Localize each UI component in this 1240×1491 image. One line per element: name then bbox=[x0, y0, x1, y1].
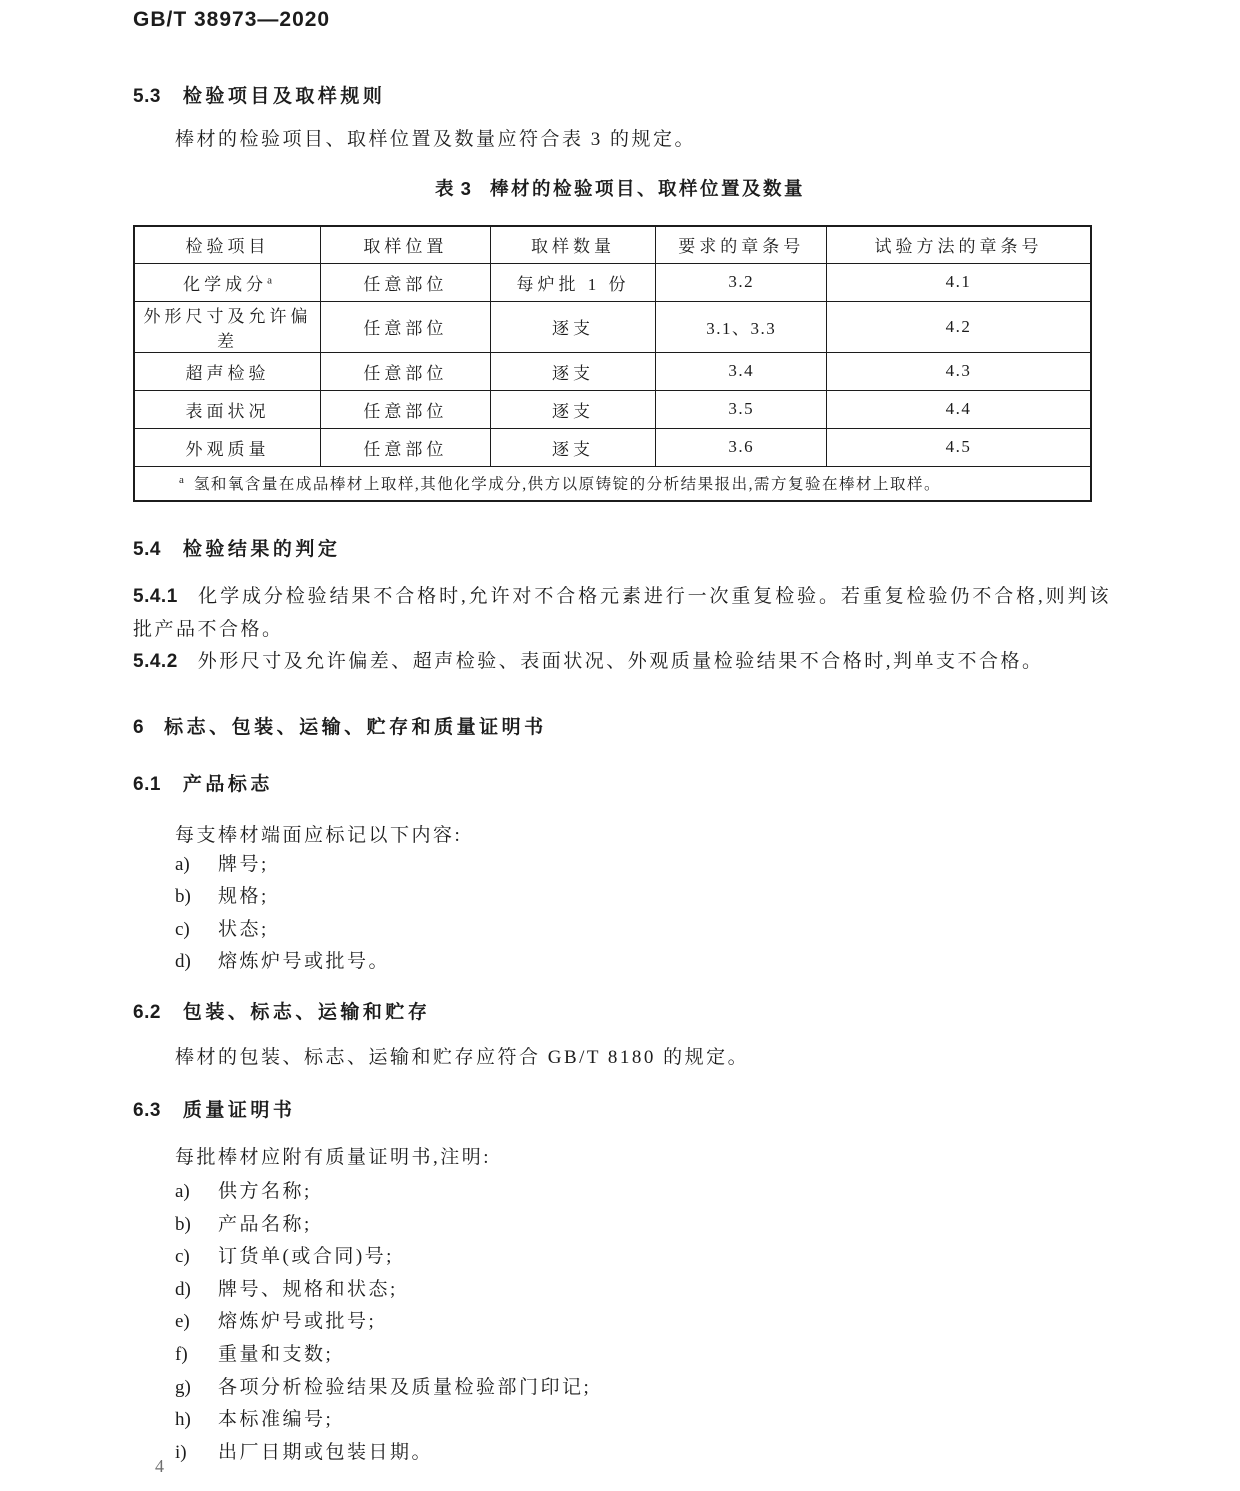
list-item: f) 重量和支数; bbox=[175, 1343, 334, 1365]
table-cell: 每炉批 1 份 bbox=[490, 263, 656, 301]
paragraph-6-1-intro: 每支棒材端面应标记以下内容: bbox=[175, 825, 463, 846]
doc-code-header: GB/T 38973—2020 bbox=[133, 8, 331, 31]
list-item: c) 状态; bbox=[175, 918, 269, 940]
table-cell: 任意部位 bbox=[321, 390, 491, 428]
heading-5-4-number: 5.4 bbox=[133, 539, 161, 560]
list-item: b) 规格; bbox=[175, 886, 269, 908]
table-row bbox=[134, 352, 1091, 390]
table-header-cell: 检验项目 bbox=[134, 226, 321, 263]
list-item: h) 本标准编号; bbox=[175, 1409, 334, 1431]
table-header-cell: 要求的章条号 bbox=[656, 226, 827, 263]
table-cell: 外形尺寸及允许偏差 bbox=[134, 301, 321, 352]
list-item: e) 熔炼炉号或批号; bbox=[175, 1311, 377, 1333]
table-3-caption bbox=[0, 175, 1240, 201]
footnote-marker-sup: a bbox=[267, 273, 272, 286]
footnote-marker: a bbox=[179, 474, 184, 487]
list-6-3 bbox=[175, 1176, 591, 1469]
table-cell: 4.5 bbox=[827, 428, 1091, 466]
list-item: b) 产品名称; bbox=[175, 1213, 312, 1235]
table-header-cell: 取样数量 bbox=[490, 226, 656, 263]
heading-5-3-title: 检验项目及取样规则 bbox=[182, 86, 386, 107]
table-cell: 任意部位 bbox=[321, 352, 491, 390]
page-number: 4 bbox=[155, 1456, 164, 1476]
table-row bbox=[134, 301, 1091, 352]
list-item: a) 牌号; bbox=[175, 854, 269, 875]
heading-6-number: 6 bbox=[133, 717, 145, 738]
heading-5-4-title: 检验结果的判定 bbox=[182, 539, 341, 560]
heading-6-3-title: 质量证明书 bbox=[182, 1100, 296, 1121]
paragraph-6-3-intro: 每批棒材应附有质量证明书,注明: bbox=[175, 1147, 492, 1168]
table-cell: 逐支 bbox=[490, 428, 656, 466]
footnote-text: 氢和氧含量在成品棒材上取样,其他化学成分,供方以原铸锭的分析结果报出,需方复验在棒材上取样。 bbox=[193, 476, 942, 494]
table-cell: 3.4 bbox=[656, 352, 827, 390]
table-header-row bbox=[134, 226, 1091, 263]
clause-5-4-1-text: 化学成分检验结果不合格时,允许对不合格元素进行一次重复检验。若重复检验仍不合格,则判该批产品不合格。 bbox=[133, 586, 1111, 640]
heading-5-4 bbox=[133, 534, 340, 561]
table-cell: 逐支 bbox=[490, 301, 656, 352]
list-item: i) 出厂日期或包装日期。 bbox=[175, 1441, 434, 1463]
table-cell: 3.6 bbox=[656, 428, 827, 466]
heading-6-2 bbox=[133, 997, 430, 1024]
table-footnote-row bbox=[134, 466, 1091, 501]
list-item: g) 各项分析检验结果及质量检验部门印记; bbox=[175, 1376, 592, 1398]
table-3-caption-title: 棒材的检验项目、取样位置及数量 bbox=[489, 178, 805, 199]
heading-6-2-title: 包装、标志、运输和贮存 bbox=[182, 1002, 431, 1023]
table-row bbox=[134, 390, 1091, 428]
table-cell: 3.1、3.3 bbox=[656, 301, 827, 352]
table-cell: 4.2 bbox=[827, 301, 1091, 352]
paragraph-5-3-intro: 棒材的检验项目、取样位置及数量应符合表 3 的规定。 bbox=[175, 129, 697, 150]
heading-6-3-number: 6.3 bbox=[133, 1100, 161, 1121]
table-cell: 逐支 bbox=[490, 352, 656, 390]
heading-5-3 bbox=[133, 81, 385, 108]
heading-6-3 bbox=[133, 1095, 295, 1122]
clause-5-4-2 bbox=[133, 646, 1111, 679]
table-header-cell: 取样位置 bbox=[321, 226, 491, 263]
clause-5-4-2-text: 外形尺寸及允许偏差、超声检验、表面状况、外观质量检验结果不合格时,判单支不合格。 bbox=[197, 651, 1044, 672]
table-cell: 4.1 bbox=[827, 263, 1091, 301]
clause-5-4-2-number: 5.4.2 bbox=[133, 651, 178, 672]
table-cell: 超声检验 bbox=[134, 352, 321, 390]
table-cell: 3.2 bbox=[656, 263, 827, 301]
clause-5-4-1-number: 5.4.1 bbox=[133, 586, 178, 607]
table-cell: 4.3 bbox=[827, 352, 1091, 390]
list-item: d) 牌号、规格和状态; bbox=[175, 1278, 398, 1300]
table-cell: 4.4 bbox=[827, 390, 1091, 428]
table-cell: 任意部位 bbox=[321, 301, 491, 352]
table-cell: 3.5 bbox=[656, 390, 827, 428]
list-item: c) 订货单(或合同)号; bbox=[175, 1246, 394, 1268]
table-3-caption-label: 表 3 bbox=[435, 178, 472, 199]
heading-6-2-number: 6.2 bbox=[133, 1002, 161, 1023]
table-cell: 任意部位 bbox=[321, 428, 491, 466]
list-6-1 bbox=[175, 849, 390, 979]
heading-6-1 bbox=[133, 769, 273, 796]
paragraph-6-2-body: 棒材的包装、标志、运输和贮存应符合 GB/T 8180 的规定。 bbox=[175, 1047, 750, 1068]
list-item: d) 熔炼炉号或批号。 bbox=[175, 951, 391, 973]
table-row bbox=[134, 263, 1091, 301]
table-row bbox=[134, 428, 1091, 466]
list-item: a) 供方名称; bbox=[175, 1181, 312, 1202]
table-cell: 化学成分$^a$ bbox=[134, 263, 321, 301]
table-cell: 逐支 bbox=[490, 390, 656, 428]
heading-6-1-title: 产品标志 bbox=[182, 774, 273, 795]
heading-6 bbox=[133, 712, 547, 739]
table-cell: 外观质量 bbox=[134, 428, 321, 466]
table-3 bbox=[133, 225, 1092, 502]
table-footnote-cell bbox=[134, 466, 1091, 501]
table-cell: 表面状况 bbox=[134, 390, 321, 428]
heading-5-3-number: 5.3 bbox=[133, 86, 161, 107]
clause-5-4-1 bbox=[133, 581, 1111, 646]
table-header-cell: 试验方法的章条号 bbox=[827, 226, 1091, 263]
heading-6-title: 标志、包装、运输、贮存和质量证明书 bbox=[164, 717, 547, 738]
table-cell: 任意部位 bbox=[321, 263, 491, 301]
heading-6-1-number: 6.1 bbox=[133, 774, 161, 795]
